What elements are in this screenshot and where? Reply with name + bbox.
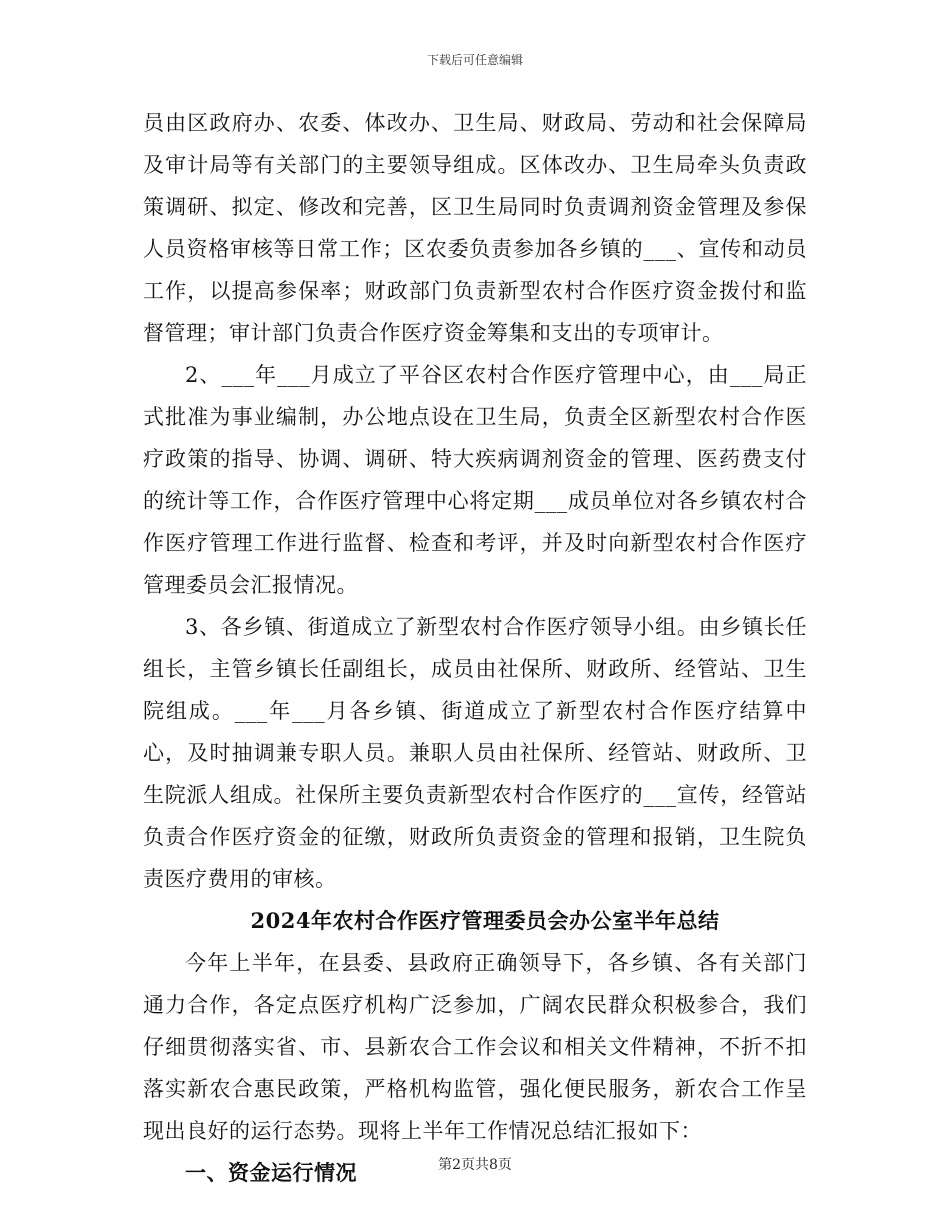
document-body [143,102,807,1194]
paragraph-item-3: 3、各乡镇、街道成立了新型农村合作医疗领导小组。由乡镇长任组长，主管乡镇长任副组长，成员由社保所、财政所、经管站、卫生院组成。___年___月各乡镇、街道成立了新型农村合作医疗结算中心，及时抽调兼专职人员。兼职人员由社保所、经管站、财政所、卫生院派人组成。社保所主要负责新型农村合作医疗的___宣传，经管站负责合作医疗资金的征缴，财政所负责资金的管理和报销，卫生院负责医疗费用的审核。 [143,615,807,891]
paragraph-item-2: 2、___年___月成立了平谷区农村合作医疗管理中心，由___局正式批准为事业编制，办公地点设在卫生局，负责全区新型农村合作医疗政策的指导、协调、调研、特大疾病调剂资金的管理、医药费支付的统计等工作，合作医疗管理中心将定期___成员单位对各乡镇农村合作医疗管理工作进行监督、检查和考评，并及时向新型农村合作医疗管理委员会汇报情况。 [143,363,807,597]
intro-paragraph: 今年上半年，在县委、县政府正确领导下，各乡镇、各有关部门通力合作，各定点医疗机构广泛参加，广阔农民群众积极参合，我们仔细贯彻落实省、市、县新农合工作会议和相关文件精神，不折不扣落实新农合惠民政策，严格机构监管，强化便民服务，新农合工作呈现出良好的运行态势。现将上半年工作情况总结汇报如下： [143,951,807,1143]
section-heading: 一、资金运行情况 [185,1160,357,1185]
page-header: 下载后可任意编辑 [426,53,523,67]
paragraph-continuation: 员由区政府办、农委、体改办、卫生局、财政局、劳动和社会保障局及审计局等有关部门的主要领导组成。区体改办、卫生局牵头负责政策调研、拟定、修改和完善，区卫生局同时负责调剂资金管理及参保人员资格审核等日常工作；区农委负责参加各乡镇的___、宣传和动员工作，以提高参保率；财政部门负责新型农村合作医疗资金拨付和监督管理；审计部门负责合作医疗资金筹集和支出的专项审计。 [143,111,807,345]
document-title: 2024年农村合作医疗管理委员会办公室半年总结 [250,908,720,933]
page-footer: 第2页共8页 [438,1157,512,1173]
